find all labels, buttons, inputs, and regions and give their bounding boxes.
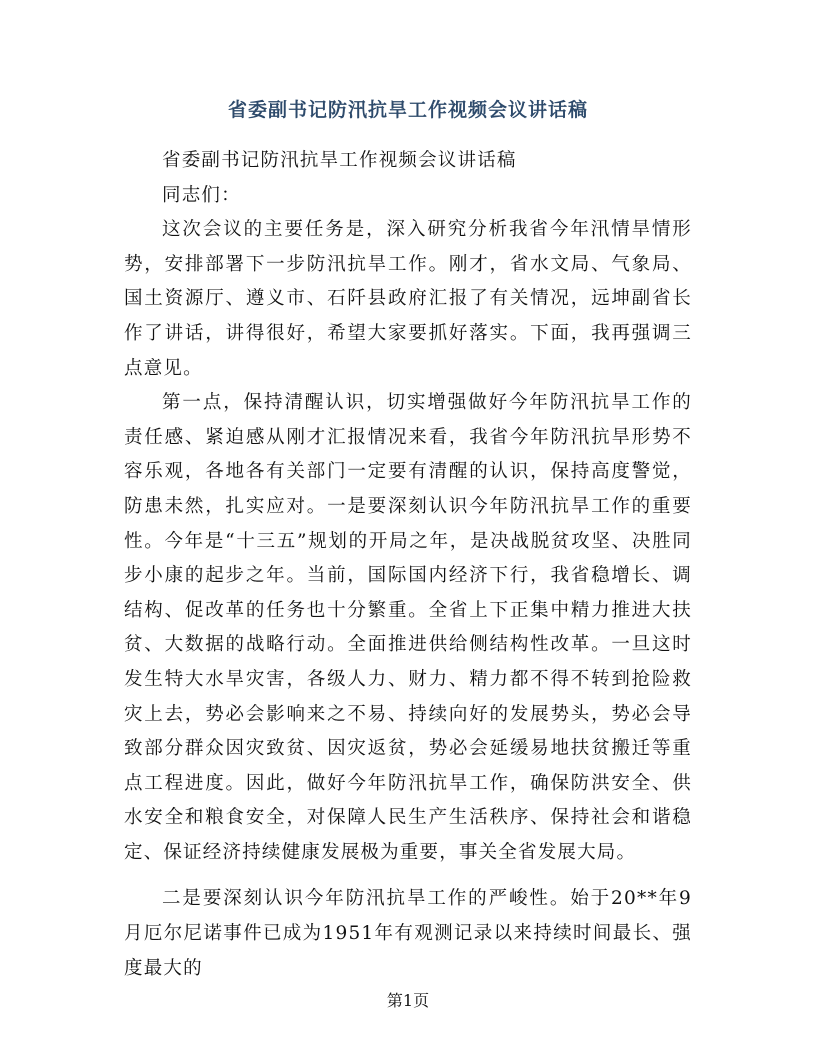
body-paragraph-first-point: 第一点，保持清醒认识，切实增强做好今年防汛抗旱工作的责任感、紧迫感从刚才汇报情况来看，我省今年防汛抗旱形势不容乐观，各地各有关部门一定要有清醒的认识，保持高度警觉，防患未然，扎实应对。一是要深刻认识今年防汛抗旱工作的重要性。今年是“十三五”规划的开局之年，是决战脱贫攻坚、决胜同步小康的起步之年。当前，国际国内经济下行，我省稳增长、调结构、促改革的任务也十分繁重。全省上下正集中精力推进大扶贫、大数据的战略行动。全面推进供给侧结构性改革。一旦这时发生特大水旱灾害，各级人力、财力、精力都不得不转到抢险救灾上去，势必会影响来之不易、持续向好的发展势头，势必会导致部分群众因灾致贫、因灾返贫，势必会延缓易地扶贫搬迁等重点工程进度。因此，做好今年防汛抗旱工作，确保防洪安全、供水安全和粮食安全，对保障人民生产生活秩序、保持社会和谐稳定、保证经济持续健康发展极为重要，事关全省发展大局。 — [124, 392, 692, 863]
document-title: 省委副书记防汛抗旱工作视频会议讲话稿 — [227, 99, 588, 121]
body-paragraph-intro: 这次会议的主要任务是，深入研究分析我省今年汛情旱情形势，安排部署下一步防汛抗旱工作。刚才，省水文局、气象局、国土资源厅、遵义市、石阡县政府汇报了有关情况，远坤副省长作了讲话，讲得很好，希望大家要抓好落实。下面，我再强调三点意见。 — [124, 219, 692, 379]
page-number: 第1页 — [386, 991, 430, 1010]
document-body — [124, 144, 692, 986]
salutation-paragraph: 同志们： — [162, 184, 241, 206]
body-paragraph-severity: 二是要深刻认识今年防汛抗旱工作的严峻性。始于20**年9月厄尔尼诺事件已成为1951年有观测记录以来持续时间最长、强度最大的 — [124, 888, 692, 979]
subtitle-paragraph: 省委副书记防汛抗旱工作视频会议讲话稿 — [162, 150, 517, 171]
